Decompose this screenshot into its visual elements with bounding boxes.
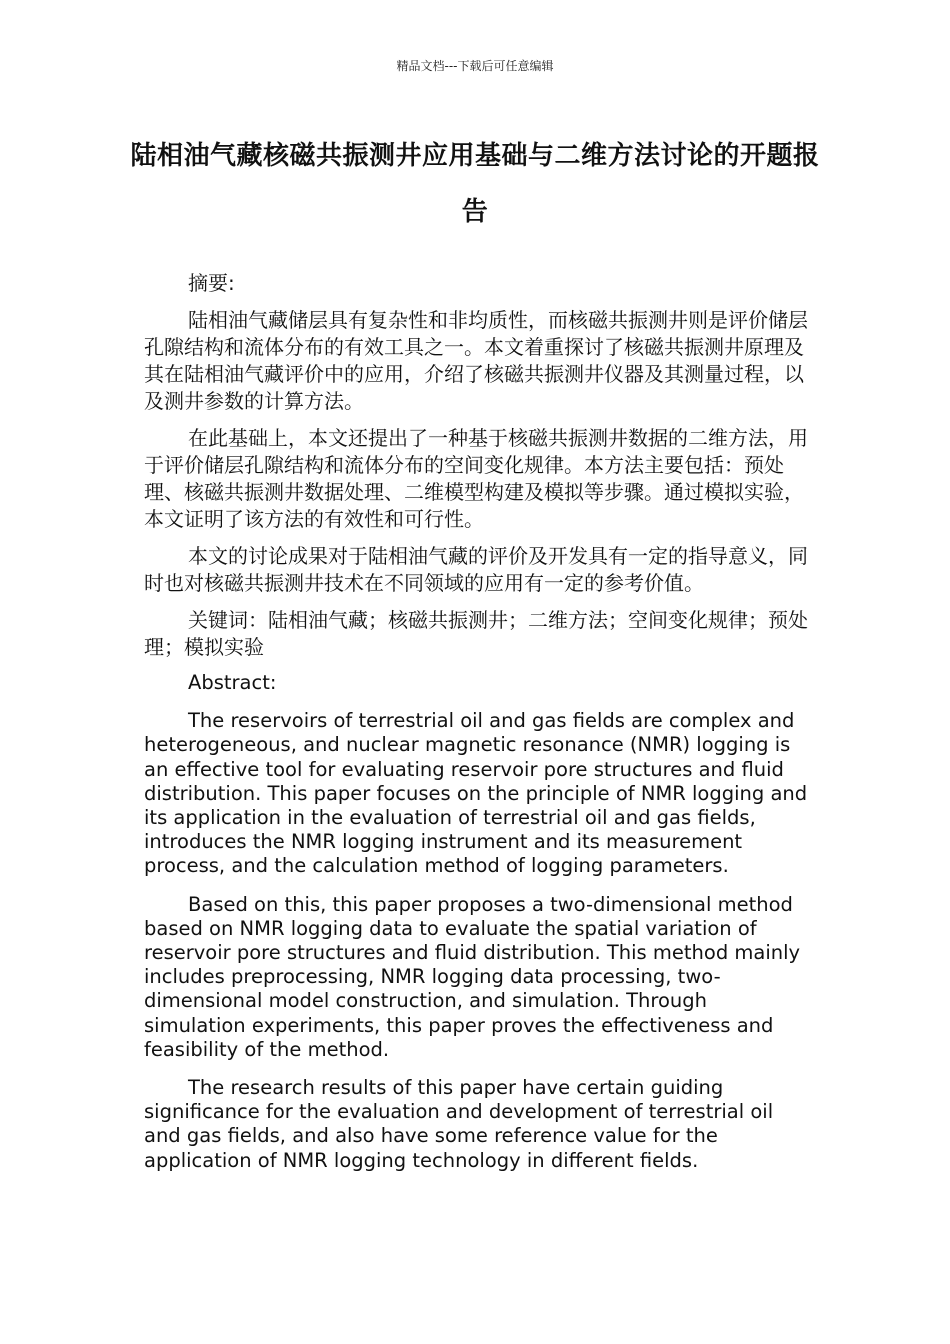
abstract-cn-paragraph-3: 本文的讨论成果对于陆相油气藏的评价及开发具有一定的指导意义，同时也对核磁共振测井技术在不同领域的应用有一定的参考价值。: [144, 544, 808, 595]
abstract-cn-label: 摘要:: [188, 271, 235, 295]
abstract-en-paragraph-2: Based on this, this paper proposes a two-dimensional method based on NMR logging data to evaluate the spatial variation of reservoir pore structures and fluid distribution. This method mainly includes preprocessing, NMR logging data processing, two-dimensional model construction, and simulation. Through simulation experiments, this paper proves the effectiveness and feasibility of the method.: [144, 892, 801, 1061]
abstract-en-paragraph-3: The research results of this paper have certain guiding significance for the evaluation and development of terrestrial oil and gas fields, and also have some reference value for the application of NMR logging technology in different fields.: [144, 1076, 774, 1172]
abstract-en-label: Abstract:: [188, 671, 277, 694]
document-body: [144, 270, 812, 1187]
abstract-en-paragraph-1: The reservoirs of terrestrial oil and gas fields are complex and heterogeneous, and nuclear magnetic resonance (NMR) logging is an effective tool for evaluating reservoir pore structures and fluid distribution. This paper focuses on the principle of NMR logging and its application in the evaluation of terrestrial oil and gas fields, introduces the NMR logging instrument and its measurement process, and the calculation method of logging parameters.: [144, 709, 808, 878]
header-note: 精品文档---下载后可任意编辑: [396, 59, 554, 73]
abstract-cn-paragraph-1: 陆相油气藏储层具有复杂性和非均质性，而核磁共振测井则是评价储层孔隙结构和流体分布的有效工具之一。本文着重探讨了核磁共振测井原理及其在陆相油气藏评价中的应用，介绍了核磁共振测井仪器及其测量过程，以及测井参数的计算方法。: [144, 308, 808, 413]
keywords: 关键词：陆相油气藏；核磁共振测井；二维方法；空间变化规律；预处理；模拟实验: [144, 608, 808, 659]
abstract-cn-paragraph-2: 在此基础上，本文还提出了一种基于核磁共振测井数据的二维方法，用于评价储层孔隙结构和流体分布的空间变化规律。本方法主要包括：预处理、核磁共振测井数据处理、二维模型构建及模拟等步骤。通过模拟实验，本文证明了该方法的有效性和可行性。: [144, 426, 808, 531]
document-title: 陆相油气藏核磁共振测井应用基础与二维方法讨论的开题报告: [130, 141, 820, 227]
